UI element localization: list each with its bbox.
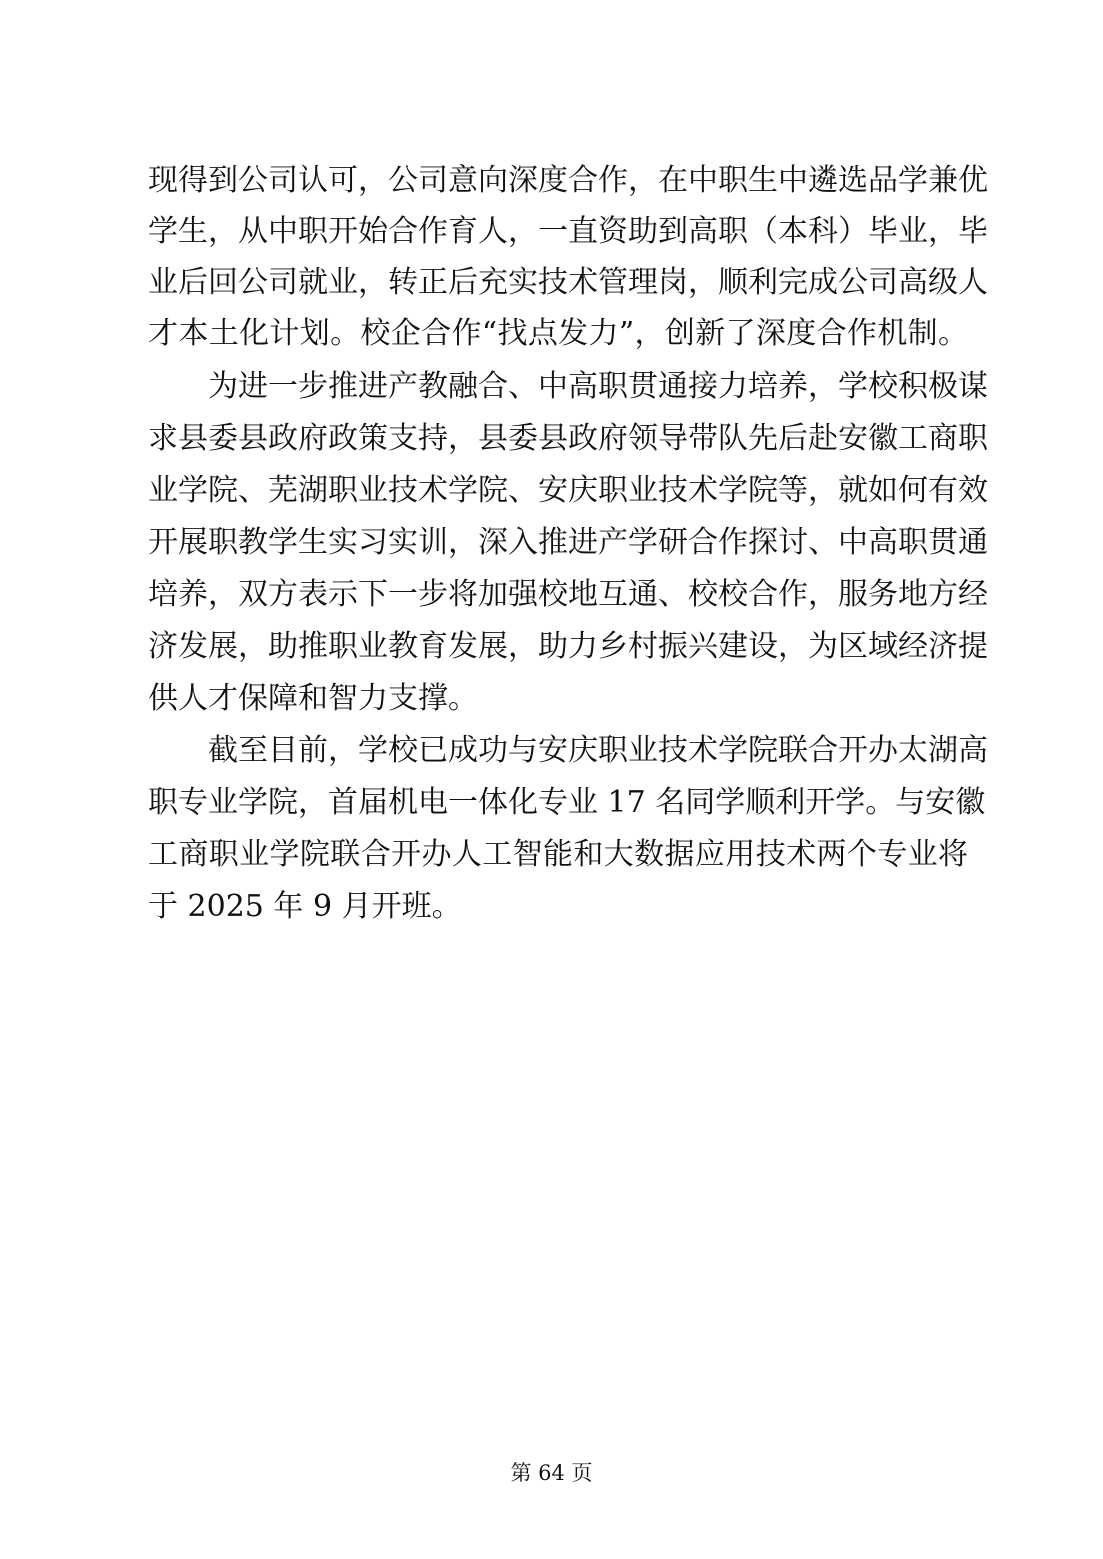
text-line-6: 求县委县政府政策支持，县委县政府领导带队先后赴安徽工商职 (148, 421, 988, 456)
text-line-14: 工商职业学院联合开办人工智能和大数据应用技术两个专业将 (148, 837, 968, 872)
text-line-10: 济发展，助推职业教育发展，助力乡村振兴建设，为区域经济提 (148, 629, 988, 664)
text-line-2: 学生，从中职开始合作育人，一直资助到高职（本科）毕业，毕 (148, 214, 988, 249)
text-line-13: 职专业学院，首届机电一体化专业 17 名同学顺利开学。与安徽 (148, 785, 986, 820)
text-line-11: 供人才保障和智力支撑。 (148, 681, 478, 716)
page-number: 第 64 页 (510, 1461, 593, 1485)
text-line-3: 业后回公司就业，转正后充实技术管理岗，顺利完成公司高级人 (148, 265, 988, 300)
text-line-4: 才本土化计划。校企合作“找点发力”，创新了深度合作机制。 (148, 316, 968, 351)
text-line-8: 开展职教学生实习实训，深入推进产学研合作探讨、中高职贯通 (148, 525, 988, 560)
text-line-12: 截至目前，学校已成功与安庆职业技术学院联合开办太湖高 (148, 733, 988, 768)
text-line-9: 培养，双方表示下一步将加强校地互通、校校合作，服务地方经 (148, 577, 988, 612)
text-line-5: 为进一步推进产教融合、中高职贯通接力培养，学校积极谋 (148, 369, 988, 404)
text-line-1: 现得到公司认可，公司意向深度合作，在中职生中遴选品学兼优 (148, 163, 988, 198)
text-line-15: 于 2025 年 9 月开班。 (148, 889, 462, 924)
text-line-7: 业学院、芜湖职业技术学院、安庆职业技术学院等，就如何有效 (148, 473, 988, 508)
